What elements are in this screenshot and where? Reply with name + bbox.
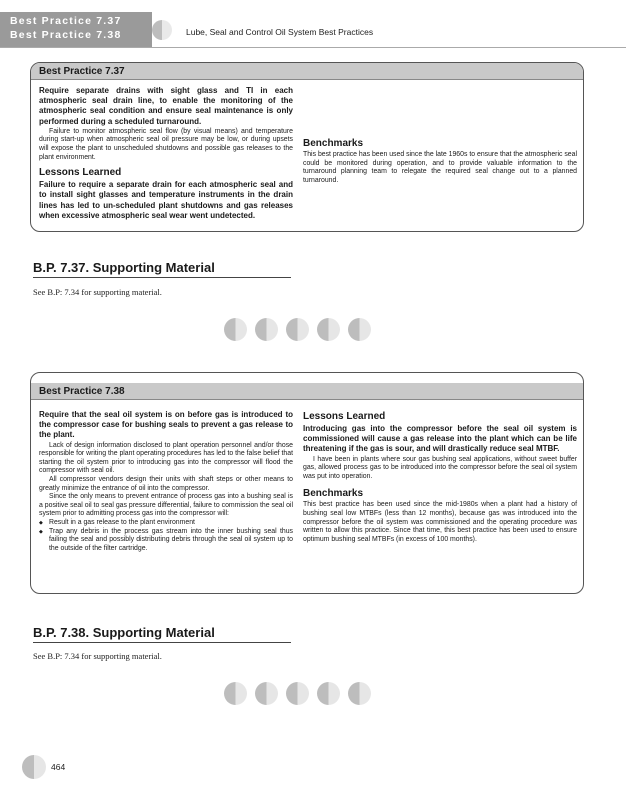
bp738-lessons-paragraph: I have been in plants where sour gas bushing seal applications, without sweet buffer gas, allowed process gas to be introduced into the compressor before the seal oil system was put into operation. [303, 455, 577, 480]
header-tab-line1: Best Practice 7.37 [10, 15, 122, 27]
bp738-lead: Require that the seal oil system is on before gas is introduced to the compressor case for bushing seals to prevent a gas release to the plant. [39, 410, 293, 440]
bp737-supporting-heading: B.P. 7.37. Supporting Material [33, 260, 215, 275]
bp737-lessons-heading: Lessons Learned [39, 167, 122, 179]
divider-dot [255, 318, 278, 341]
bp738-supporting-rule [33, 642, 291, 643]
bp738-bullet-list [39, 519, 293, 553]
bp737-right-column [303, 86, 577, 185]
bp737-paragraph: Failure to monitor atmospheric seal flow (by visual means) and temperature during start-up when atmospheric seal oil pressure may be low, or during upsets will expose the plant to unscheduled shutdowns and possible gas releases to the plant environment. [39, 127, 293, 161]
list-item: ◆ Result in a gas release to the plant environment [39, 519, 293, 528]
divider-dot [348, 682, 371, 705]
bp737-supporting-text: See B.P: 7.34 for supporting material. [33, 287, 162, 297]
bp737-benchmarks-text: This best practice has been used since the late 1960s to ensure that the atmospheric seal could be monitored during operation, and to provide valuable information to the turnaround planning team to relegate the required seal change out to a planned turnaround. [303, 151, 577, 184]
header-circle-ornament [152, 20, 172, 40]
page-number: 464 [51, 762, 66, 772]
bp738-lessons-heading: Lessons Learned [303, 411, 386, 422]
best-practice-737-box [30, 62, 584, 232]
page-number-circle [22, 755, 46, 779]
divider-dot [255, 682, 278, 705]
bp737-supporting-rule [33, 277, 291, 278]
header-divider [0, 47, 626, 48]
divider-dot [317, 318, 340, 341]
list-item: ◆ Trap any debris in the process gas stream into the inner bushing seal thus failing the seal and possibly distributing debris through the seal oil system up to the outside of the filter cartridge. [39, 528, 293, 554]
bp738-supporting-heading: B.P. 7.38. Supporting Material [33, 625, 215, 640]
bp738-title: Best Practice 7.38 [31, 383, 583, 400]
bp737-lessons-text: Failure to require a separate drain for each atmospheric seal and to install sight glasses and temperature instruments in the drain lines has led to un-scheduled plant shutdowns and gas releases when excessive atmospheric seal wear went undetected. [39, 180, 293, 220]
bp738-paragraph-1: Lack of design information disclosed to plant operation personnel and/or those responsible for writing the plant operating procedures has led to the false belief that starting the oil system prior to introducing gas into the compressor will flood the compressor with seal oil. [39, 441, 293, 475]
divider-dot [286, 318, 309, 341]
bp737-left-column [39, 86, 293, 222]
header-tab [0, 12, 152, 48]
bp738-supporting-text: See B.P: 7.34 for supporting material. [33, 651, 162, 661]
bp737-benchmarks-heading: Benchmarks [303, 138, 364, 149]
section-divider-dots [224, 318, 371, 341]
bp738-lessons-lead: Introducing gas into the compressor before the seal oil system is commissioned will cause a gas release into the plant which can be life threatening if the gas is sour, and will drastically reduce seal MTBF. [303, 424, 577, 454]
header-tab-line2: Best Practice 7.38 [10, 29, 122, 41]
divider-dot [286, 682, 309, 705]
divider-dot [224, 682, 247, 705]
bp738-right-column [303, 406, 577, 544]
section-divider-dots [224, 682, 371, 705]
bp738-paragraph-2: All compressor vendors design their units with shaft steps or other means to greatly minimize the entrance of oil into the compressor. [39, 475, 293, 492]
bp738-paragraph-3: Since the only means to prevent entrance of process gas into a bushing seal is a positive seal oil to seal gas pressure differential, failure to commission the seal oil system prior to admitting process gas into the compressor will: [39, 493, 293, 518]
divider-dot [348, 318, 371, 341]
best-practice-738-box [30, 372, 584, 594]
divider-dot [317, 682, 340, 705]
bp737-lead: Require separate drains with sight glass and TI in each atmospheric seal drain line, to enable the monitoring of the atmospheric seal condition and ensure seal maintenance is only performed during a scheduled turnaround. [39, 86, 293, 126]
divider-dot [224, 318, 247, 341]
bp738-left-column [39, 410, 293, 553]
bp737-title: Best Practice 7.37 [31, 63, 583, 80]
bp738-benchmarks-text: This best practice has been used since the mid-1980s when a plant had a history of bushing seal low MTBFs (less than 12 months), because gas was introduced into the compressor before the oil system was commissioned and the operating procedure was written to allow this practice. Since that time, this best practice has been used to ensure optimum bushing seal MTBFs (in excess of 100 months). [303, 501, 577, 543]
running-title: Lube, Seal and Control Oil System Best Practices [186, 27, 374, 37]
bp738-benchmarks-heading: Benchmarks [303, 488, 364, 500]
